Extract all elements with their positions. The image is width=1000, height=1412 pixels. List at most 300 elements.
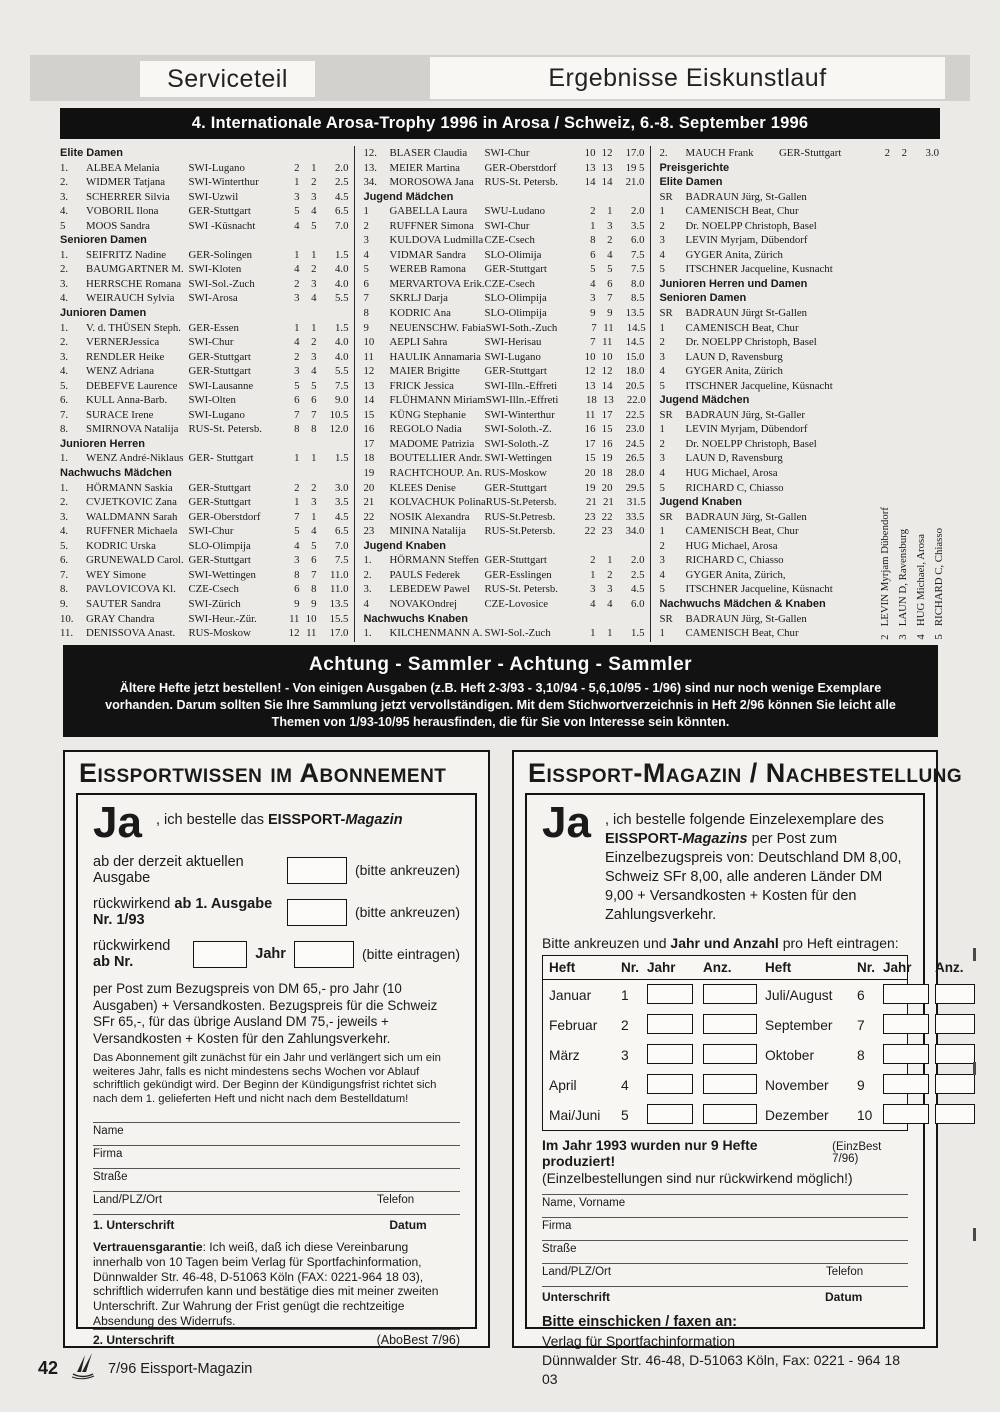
skater-club: SWI-Kloten (188, 263, 242, 276)
placement-2: 1 (311, 248, 317, 261)
judge-position: 4 (659, 365, 665, 378)
cell (883, 1044, 935, 1067)
result-row (60, 321, 348, 336)
cell (703, 1104, 765, 1127)
result-row (60, 379, 348, 394)
skater-club: RUS-Moskow (188, 627, 251, 640)
result-rank: 21 (363, 496, 375, 509)
result-rank: 10. (60, 612, 74, 625)
placement-2: 2 (901, 147, 907, 159)
section-header: Jugend Knaben (659, 496, 742, 509)
issues-table-row (543, 1010, 907, 1040)
year-input-box[interactable] (883, 1104, 929, 1124)
placement-1: 11 (585, 408, 596, 421)
result-row (363, 277, 644, 292)
skater-club: SWI-Lausanne (188, 379, 254, 392)
skater-name: ALBEA Melania (86, 161, 160, 174)
placement-2: 1 (311, 452, 317, 465)
result-row (363, 481, 644, 496)
result-rank: 12. (363, 147, 377, 159)
placement-2: 11 (602, 336, 613, 349)
judge-name: GYGER Anita, Zürich, (685, 568, 786, 581)
skater-name: RENDLER Heike (86, 350, 165, 363)
skater-club: GER-Stuttgart (188, 496, 251, 509)
judge-name: GYGER Anita, Zürich (685, 248, 783, 261)
year-input-box[interactable] (294, 941, 354, 968)
result-row (363, 379, 644, 394)
result-row (60, 553, 348, 568)
placement-1: 10 (584, 350, 596, 363)
judge-row (659, 335, 939, 350)
year-input-box[interactable] (883, 1014, 929, 1034)
placement-2: 14 (601, 379, 613, 392)
judge-row (659, 379, 939, 394)
placement-2: 3 (311, 190, 317, 203)
result-rank: 5 (363, 263, 369, 276)
skater-name: BOUTELLIER Andr. (389, 452, 483, 465)
skater-club: SWI-Wettingen (188, 568, 256, 581)
total-points: 6.5 (334, 205, 349, 218)
result-rank: 2. (363, 568, 372, 581)
judge-position: 2 (659, 437, 665, 450)
result-row (60, 350, 348, 365)
result-row (60, 262, 348, 277)
placement-2: 5 (607, 263, 613, 276)
result-rank: 3. (60, 277, 69, 290)
total-points: 13.5 (625, 307, 645, 320)
result-rank: 2. (60, 263, 69, 276)
result-rank: 2 (363, 219, 369, 232)
placement-1: 4 (294, 263, 300, 276)
skater-name: V. d. THÜSEN Steph. (86, 321, 181, 334)
subscription-intro: , ich bestelle das EISSPORT-Magazin (155, 812, 403, 828)
skater-club: SWI-Winterthur (188, 176, 259, 189)
result-rank: 3. (60, 510, 69, 523)
placement-1: 7 (590, 336, 596, 349)
result-row (60, 393, 348, 408)
skater-name: RUFFNER Simona (389, 219, 474, 232)
skater-club: SWI-Arosa (188, 292, 238, 305)
result-rank: 23 (363, 525, 375, 538)
result-rank: 1. (60, 452, 69, 465)
placement-1: 23 (584, 510, 596, 523)
result-rank: 4. (60, 365, 69, 378)
placement-1: 4 (294, 336, 300, 349)
total-points: 3.5 (630, 219, 645, 232)
cell (647, 1044, 703, 1067)
issue-number: 1 (621, 987, 629, 1003)
judge-row (659, 422, 939, 437)
total-points: 10.5 (329, 408, 349, 421)
total-points: 4.5 (630, 583, 645, 596)
total-points: 2.0 (630, 205, 645, 218)
judge-row (659, 248, 939, 263)
placement-1: 5 (590, 263, 596, 276)
placement-2: 13 (602, 394, 614, 407)
judge-row (659, 321, 939, 336)
placement-2: 4 (311, 205, 317, 218)
placement-2: 3 (607, 583, 613, 596)
section-header: Preisgerichte (659, 161, 730, 174)
total-points: 28.0 (625, 467, 645, 480)
skater-club: GER-Stuttgart (484, 263, 547, 276)
cell (647, 1104, 703, 1127)
issues-table-header-cell: Anz. (703, 960, 732, 975)
placement-1: 2 (590, 205, 596, 218)
judge-position: 1 (659, 321, 665, 334)
result-row (60, 204, 348, 219)
ja-word: Ja (93, 798, 142, 847)
judge-name: LAUN D, Ravensburg (685, 452, 783, 465)
total-points: 7.0 (334, 539, 349, 552)
skater-name: KULL Anna-Barb. (86, 394, 168, 407)
result-row (60, 248, 348, 263)
year-input-box[interactable] (647, 984, 693, 1004)
placement-1: 4 (590, 597, 596, 610)
placement-2: 3 (607, 219, 613, 232)
placement-1: 12 (288, 627, 300, 640)
placement-2: 13 (601, 161, 613, 174)
quantity-input-box[interactable] (703, 1074, 757, 1094)
judge-row (659, 190, 939, 205)
total-points: 2.0 (630, 554, 645, 567)
skater-club: SWI-Uzwil (188, 190, 239, 203)
result-row (363, 335, 644, 350)
quantity-input-box[interactable] (935, 1014, 975, 1034)
placement-2: 12 (601, 147, 613, 159)
result-rank: 5. (60, 539, 69, 552)
result-rank: 1 (363, 205, 369, 218)
judge-name: CAMENISCH Beat, Chur (685, 627, 799, 640)
skater-name: HAULIK Annamaria (389, 350, 481, 363)
cell (883, 1074, 935, 1097)
placement-1: 8 (294, 423, 300, 436)
total-points: 3.5 (334, 496, 349, 509)
skater-name: MOOS Sandra (86, 219, 150, 232)
placement-1: 1 (294, 496, 300, 509)
skater-name: MERVARTOVA Erik. (389, 277, 485, 290)
skater-club: RUS-St.Petersb. (484, 525, 556, 538)
skater-name: BLASER Claudia (389, 147, 468, 159)
placement-1: 1 (294, 321, 300, 334)
placement-1: 5 (294, 525, 300, 538)
result-rank: 1. (60, 481, 69, 494)
skater-club: SWI-Chur (484, 147, 530, 159)
cell (647, 1014, 703, 1037)
skater-club: RUS-Moskow (484, 467, 547, 480)
placement-2: 8 (311, 583, 317, 596)
issue-number: 4 (621, 1077, 629, 1093)
scan-mark (973, 1228, 976, 1241)
current-issue-checkbox[interactable] (287, 857, 347, 884)
results-column-1 (60, 146, 354, 642)
placement-2: 10 (305, 612, 317, 625)
section-header: Nachwuchs Mädchen (60, 467, 172, 480)
price-paragraph: per Post zum Bezugspreis von DM 65,- pro Jahr (10 Ausgaben) + Versandkosten. Bezugspreis für die Schweiz SFr 65,-, für das übrige Ausland DM 75,- jeweils + Versandkosten + Kosten für den Zahlungsverkehr. (93, 981, 438, 1046)
placement-1: 15 (584, 452, 596, 465)
rotated-judges-list (879, 444, 945, 640)
skater-club: SWI-Lugano (484, 350, 541, 363)
judge-name: GYGER Anita, Zürich (685, 365, 783, 378)
result-rank: 11 (363, 350, 374, 363)
total-points: 6.5 (334, 525, 349, 538)
result-row (363, 582, 644, 597)
placement-2: 1 (607, 205, 613, 218)
placement-1: 20 (584, 467, 596, 480)
skater-club: SWI-Herisau (484, 336, 542, 349)
quantity-input-box[interactable] (935, 984, 975, 1004)
issues-table (542, 955, 964, 1131)
judge-position: 3 (659, 350, 665, 363)
skater-name: WIDMER Tatjana (86, 176, 166, 189)
issues-table-header-cell: Heft (765, 960, 792, 975)
cell (935, 1104, 981, 1127)
placement-2: 22 (601, 510, 613, 523)
placement-2: 1 (311, 161, 317, 174)
placement-1: 12 (584, 365, 596, 378)
judge-name: BADRAUN Jürg, St-Gallen (685, 190, 807, 203)
year-input-box[interactable] (647, 1104, 693, 1124)
issue-number: 7 (857, 1017, 865, 1033)
judge-row (659, 233, 939, 248)
result-row (363, 524, 644, 539)
year-input-box[interactable] (883, 1044, 929, 1064)
skater-club: SWU-Ludano (484, 205, 546, 218)
placement-1: 11 (289, 612, 300, 625)
issue-number: 6 (857, 987, 865, 1003)
result-rank: 3. (363, 583, 372, 596)
total-points: 2.5 (630, 568, 645, 581)
result-row (363, 219, 644, 234)
result-row (363, 364, 644, 379)
collector-notice-banner (63, 645, 938, 737)
result-rank: 14 (363, 394, 375, 407)
result-row (60, 161, 348, 176)
placement-1: 6 (294, 583, 300, 596)
total-points: 24.5 (625, 437, 645, 450)
issue-number: 2 (621, 1017, 629, 1033)
rotated-judge-entry: 5 RICHARD C, Chiasso (933, 528, 945, 640)
result-row (60, 277, 348, 292)
subscription-form-body (76, 793, 477, 1347)
total-points: 33.5 (625, 510, 645, 523)
placement-2: 2 (607, 234, 613, 247)
skater-name: MAUCH Frank (685, 147, 754, 159)
backorder-form (512, 750, 964, 1387)
issue-number-input-box[interactable] (193, 941, 247, 968)
placement-2: 5 (311, 379, 317, 392)
skater-name: SURACE Irene (86, 408, 154, 421)
signature-label: Unterschrift (542, 1290, 611, 1304)
placement-1: 1 (294, 452, 300, 465)
result-rank: 1. (60, 161, 69, 174)
judge-name: RICHARD C, Chiasso (685, 481, 784, 494)
retroactive-first-checkbox[interactable] (287, 899, 347, 926)
result-rank: 5. (60, 379, 69, 392)
result-rank: 11. (60, 627, 74, 640)
placement-2: 5 (311, 539, 317, 552)
cell (935, 984, 981, 1007)
skater-club: GER-Stuttgart (779, 147, 842, 159)
placement-2: 7 (607, 292, 613, 305)
result-row (60, 408, 348, 423)
skater-club: GER-Essen (188, 321, 239, 334)
placement-2: 23 (601, 525, 613, 538)
skater-club: SWI-Illn.-Effreti (484, 379, 558, 392)
skater-name: KILCHENMANN A. (389, 627, 483, 640)
skater-club: GER- Stuttgart (188, 452, 254, 465)
skater-club: CZE-Csech (484, 277, 535, 290)
placement-1: 3 (590, 583, 596, 596)
judge-position: 1 (659, 205, 665, 218)
result-rank: 2. (60, 176, 69, 189)
skater-name: KOLVACHUK Polina (389, 496, 486, 509)
result-rank: 1. (363, 554, 372, 567)
result-rank: 16 (363, 423, 375, 436)
form-code: (EinzBest 7/96) (832, 1141, 882, 1165)
skater-name: MOROSOWA Jana (389, 176, 474, 189)
result-row (363, 422, 644, 437)
page-topic: Ergebnisse Eiskunstlauf (548, 63, 827, 92)
strasse-field-label: Straße (542, 1243, 577, 1255)
judge-name: Dr. NOELPP Christoph, Basel (685, 437, 817, 450)
issues-table-header-cell: Heft (549, 960, 576, 975)
skater-name: GRUNEWALD Carol. (86, 554, 184, 567)
quantity-input-box[interactable] (703, 984, 757, 1004)
skater-name: SEIFRITZ Nadine (86, 248, 167, 261)
placement-2: 1 (311, 510, 317, 523)
judge-name: BADRAUN Jürg, St-Gallen (685, 612, 807, 625)
judge-row (659, 408, 939, 423)
result-rank: 8. (60, 423, 69, 436)
skater-name: RUFFNER Michaela (86, 525, 178, 538)
note-1993: Im Jahr 1993 wurden nur 9 Hefte produziert! (EinzBest 7/96) (542, 1137, 908, 1169)
placement-1: 13 (584, 379, 596, 392)
year-input-box[interactable] (883, 1074, 929, 1094)
result-rank: 7 (363, 292, 369, 305)
placement-2: 3 (311, 496, 317, 509)
total-points: 23.0 (625, 423, 645, 436)
placement-1: 4 (294, 539, 300, 552)
quantity-input-box[interactable] (703, 1104, 757, 1124)
placement-2: 7 (311, 568, 317, 581)
placement-2: 4 (607, 248, 613, 261)
quantity-input-box[interactable] (703, 1014, 757, 1034)
land-field-label: Land/PLZ/Ort (93, 1194, 163, 1206)
result-rank: 22 (363, 510, 375, 523)
result-row (60, 481, 348, 496)
result-rank: 4. (60, 205, 69, 218)
result-row (60, 364, 348, 379)
section-header: Jugend Knaben (363, 539, 446, 552)
skater-club: SWI-Sol.-Zuch (188, 277, 255, 290)
issues-table-header (543, 956, 964, 980)
year-input-box[interactable] (883, 984, 929, 1004)
year-input-box[interactable] (647, 1074, 693, 1094)
skater-name: MAIER Brigitte (389, 365, 460, 378)
judge-position: 4 (659, 248, 665, 261)
issues-table-header-cell: Jahr (647, 960, 676, 975)
judge-position: 3 (659, 554, 665, 567)
total-points: 3.0 (925, 147, 939, 159)
results-section (60, 146, 945, 642)
issue-month: Dezember (765, 1107, 829, 1123)
placement-1: 3 (294, 554, 300, 567)
result-row (363, 437, 644, 452)
skater-name: SAUTER Sandra (86, 597, 161, 610)
skater-name: AEPLI Sahra (389, 336, 448, 349)
result-row (363, 146, 644, 161)
backorder-form-body (525, 793, 964, 1387)
judge-position: 1 (659, 525, 665, 538)
skater-name: FLÜHMANN Miriam (389, 394, 486, 407)
result-rank: 10 (363, 336, 375, 349)
placement-2: 6 (607, 277, 613, 290)
event-title: 4. Internationale Arosa-Trophy 1996 in Arosa / Schweiz, 6.-8. September 1996 (191, 114, 809, 132)
total-points: 34.0 (625, 525, 645, 538)
total-points: 6.0 (630, 597, 645, 610)
total-points: 4.0 (334, 336, 349, 349)
judge-name: LAUN D, Ravensburg (685, 350, 783, 363)
quantity-input-box[interactable] (935, 1044, 975, 1064)
skater-club: SWI-Illn.-Effreti (485, 394, 559, 407)
issues-table-header-cell: Nr. (621, 960, 640, 975)
year-input-box[interactable] (647, 1044, 693, 1064)
result-rank: 3 (363, 234, 369, 247)
result-row (659, 146, 939, 161)
placement-2: 2 (311, 336, 317, 349)
skater-club: CZE-Csech (188, 583, 239, 596)
total-points: 4.5 (334, 510, 349, 523)
telefon-field-label: Telefon (377, 1194, 415, 1206)
form-code: (AboBest 7/96) (376, 1332, 460, 1347)
placement-1: 7 (591, 321, 597, 334)
result-row (60, 495, 348, 510)
datum-label: Datum (389, 1218, 427, 1232)
total-points: 7.5 (334, 554, 349, 567)
quantity-input-box[interactable] (935, 1104, 975, 1124)
result-rank: 34. (363, 176, 377, 189)
placement-1: 5 (294, 379, 300, 392)
placement-2: 7 (311, 408, 317, 421)
total-points: 26.5 (625, 452, 645, 465)
skater-club: GER-Stuttgart (188, 554, 251, 567)
total-points: 14.5 (625, 336, 645, 349)
year-input-box[interactable] (647, 1014, 693, 1034)
skater-club: SWI-Chur (188, 525, 234, 538)
placement-1: 8 (294, 568, 300, 581)
result-row (363, 233, 644, 248)
total-points: 21.0 (625, 176, 645, 189)
judge-position: 2 (659, 219, 665, 232)
backorder-form-title: Eissport-Magazin / Nachbestellung (528, 758, 963, 788)
quantity-input-box[interactable] (703, 1044, 757, 1064)
result-row (60, 510, 348, 525)
option-note: (bitte ankreuzen) (354, 862, 460, 878)
judge-row (659, 262, 939, 277)
result-row (363, 510, 644, 525)
result-row (60, 190, 348, 205)
judge-position: 5 (659, 379, 665, 392)
judge-position: 1 (659, 423, 665, 436)
judge-position: SR (659, 510, 673, 523)
placement-2: 9 (311, 597, 317, 610)
placement-2: 6 (311, 554, 317, 567)
issue-month: November (765, 1077, 829, 1093)
skater-name: GABELLA Laura (389, 205, 468, 218)
cell (647, 984, 703, 1007)
quantity-input-box[interactable] (935, 1074, 975, 1094)
